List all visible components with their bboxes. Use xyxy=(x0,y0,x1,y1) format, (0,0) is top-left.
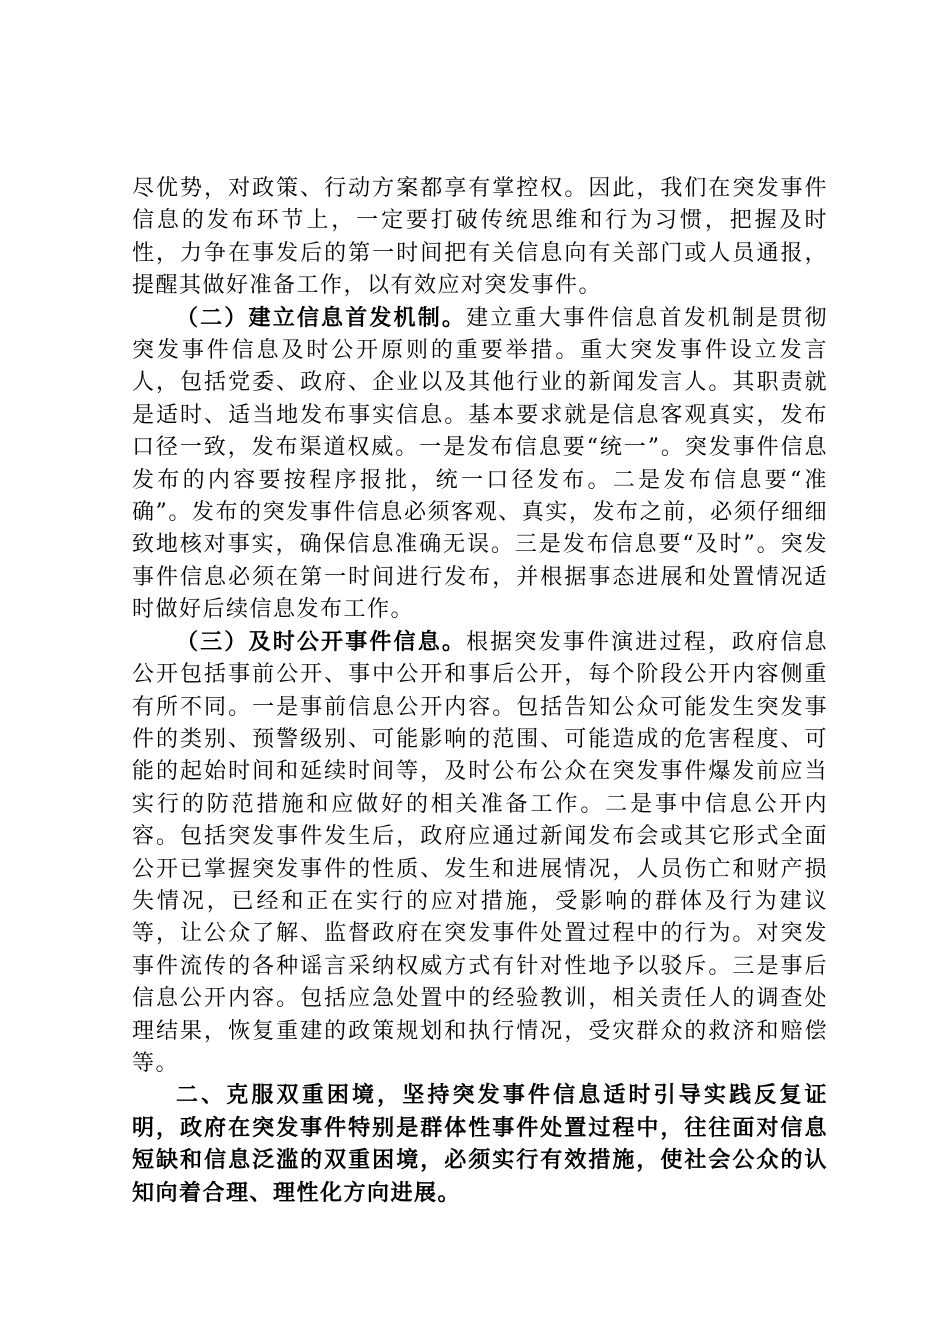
paragraph-major-heading xyxy=(132,1080,828,1210)
document-body xyxy=(132,173,828,1210)
section-heading-3: （三）及时公开事件信息。 xyxy=(176,629,467,655)
paragraph-section-3 xyxy=(132,627,828,1081)
paragraph-text: 根据突发事件演进过程，政府信息公开包括事前公开、事中公开和事后公开，每个阶段公开内容侧重有所不同。一是事前信息公开内容。包括告知公众可能发生突发事件的类别、预警级别、可能影响的范围、可能造成的危害程度、可能的起始时间和延续时间等，及时公布公众在突发事件爆发前应当实行的防范措施和应做好的相关准备工作。二是事中信息公开内容。包括突发事件发生后，政府应通过新闻发布会或其它形式全面公开已掌握突发事件的性质、发生和进展情况，人员伤亡和财产损失情况，已经和正在实行的应对措施，受影响的群体及行为建议等，让公众了解、监督政府在突发事件处置过程中的行为。对突发事件流传的各种谣言采纳权威方式有针对性地予以驳斥。三是事后信息公开内容。包括应急处置中的经验教训，相关责任人的调查处理结果，恢复重建的政策规划和执行情况，受灾群众的救济和赔偿等。 xyxy=(132,629,828,1076)
paragraph-text: 尽优势，对政策、行动方案都享有掌控权。因此，我们在突发事件信息的发布环节上，一定要打破传统思维和行为习惯，把握及时性，力争在事发后的第一时间把有关信息向有关部门或人员通报，提醒其做好准备工作，以有效应对突发事件。 xyxy=(132,176,828,299)
paragraph-continuation xyxy=(132,173,828,303)
major-heading-text: 二、克服双重困境，坚持突发事件信息适时引导实践反复证明，政府在突发事件特别是群体性事件处置过程中，往往面对信息短缺和信息泛滥的双重困境，必须实行有效措施，使社会公众的认知向着合理、理性化方向进展。 xyxy=(132,1083,828,1206)
section-heading-2: （二）建立信息首发机制。 xyxy=(176,305,467,331)
paragraph-section-2 xyxy=(132,303,828,627)
paragraph-text: 建立重大事件信息首发机制是贯彻突发事件信息及时公开原则的重要举措。重大突发事件设立发言人，包括党委、政府、企业以及其他行业的新闻发言人。其职责就是适时、适当地发布事实信息。基本要求就是信息客观真实，发布口径一致，发布渠道权威。一是发布信息要“统一”。突发事件信息发布的内容要按程序报批，统一口径发布。二是发布信息要“准确”。发布的突发事件信息必须客观、真实，发布之前，必须仔细细致地核对事实，确保信息准确无误。三是发布信息要“及时”。突发事件信息必须在第一时间进行发布，并根据事态进展和处置情况适时做好后续信息发布工作。 xyxy=(132,305,828,623)
